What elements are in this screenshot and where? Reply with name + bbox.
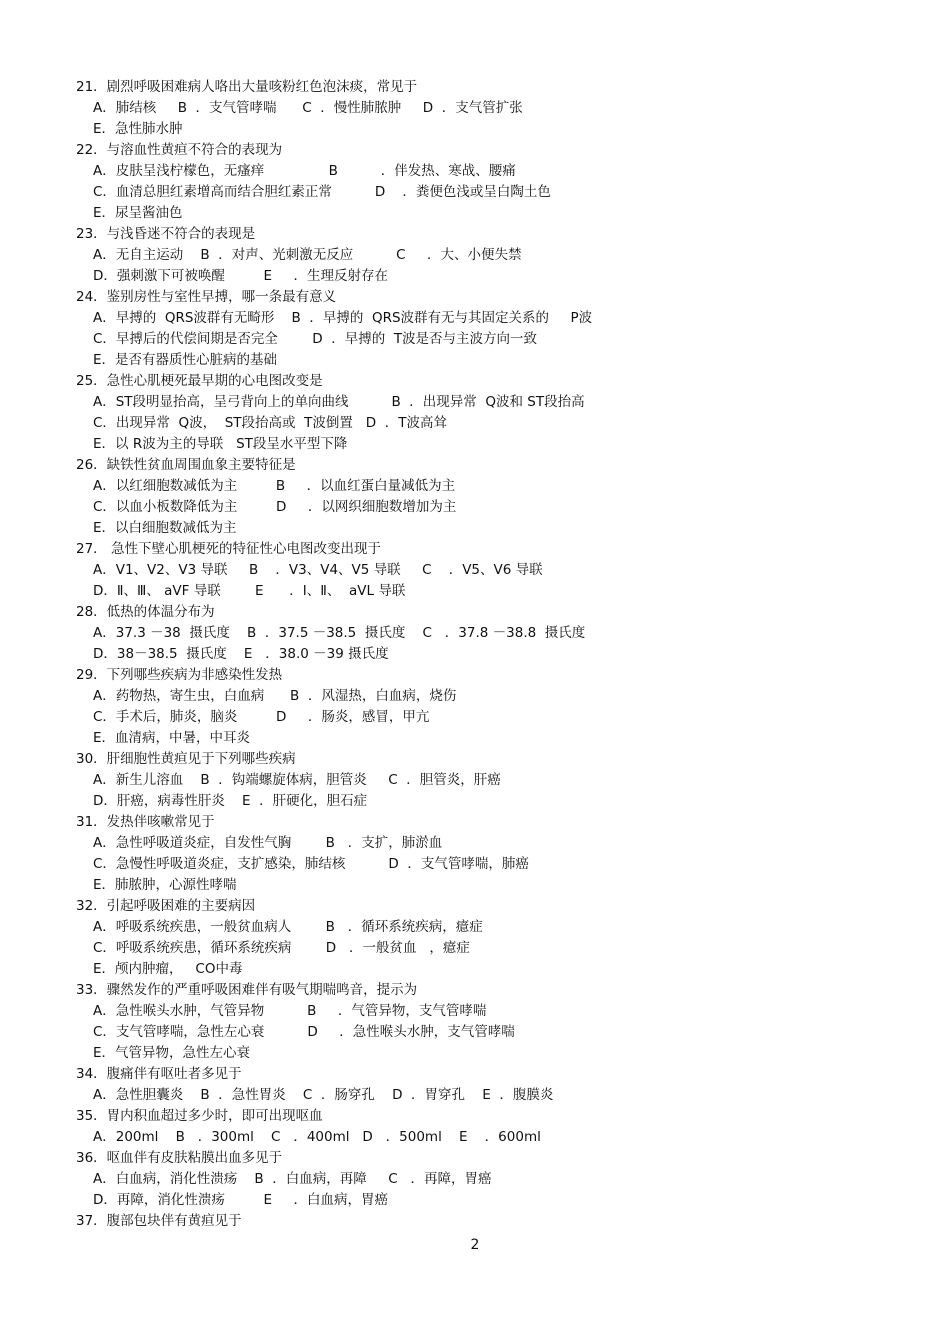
question-stem: 36．呕血伴有皮肤粘膜出血多见于 <box>76 1150 283 1166</box>
question-stem: 23．与浅昏迷不符合的表现是 <box>76 226 256 242</box>
answer-options: C．急慢性呼吸道炎症，支扩感染，肺结核 D ．支气管哮喘，肺癌 <box>93 856 529 872</box>
answer-options: A．新生儿溶血 B ．钩端螺旋体病，胆管炎 C ．胆管炎，肝癌 <box>93 772 501 788</box>
answer-options: D．肝癌，病毒性肝炎 E ．肝硬化，胆石症 <box>93 793 368 809</box>
question-stem: 35．胃内积血超过多少时，即可出现呕血 <box>76 1108 323 1124</box>
question-list <box>76 77 896 1232</box>
answer-options: A．急性胆囊炎 B ．急性胃炎 C ．肠穿孔 D ．胃穿孔 E ．腹膜炎 <box>93 1087 554 1103</box>
answer-options: C．出现异常 Q波， ST段抬高或 T波倒置 D ．T波高耸 <box>93 415 447 431</box>
answer-options: E．急性肺水肿 <box>93 121 183 137</box>
answer-options: A．呼吸系统疾患，一般贫血病人 B ．循环系统疾病，癔症 <box>93 919 483 935</box>
answer-options: A．皮肤呈浅柠檬色，无瘙痒 B ．伴发热、寒战、腰痛 <box>93 163 516 179</box>
answer-options: A．白血病，消化性溃疡 B ．白血病，再障 C ．再障，胃癌 <box>93 1171 492 1187</box>
answer-options: D．Ⅱ、Ⅲ、 aVF 导联 E ．Ⅰ、Ⅱ、 aVL 导联 <box>93 583 406 599</box>
answer-options: C．早搏后的代偿间期是否完全 D ．早搏的 T波是否与主波方向一致 <box>93 331 538 347</box>
question-stem: 22．与溶血性黄疸不符合的表现为 <box>76 142 283 158</box>
answer-options: E．肺脓肿，心源性哮喘 <box>93 877 237 893</box>
question-stem: 21．剧烈呼吸困难病人咯出大量咳粉红色泡沫痰，常见于 <box>76 79 418 95</box>
answer-options: D．38－38.5 摄氏度 E ．38.0 －39 摄氏度 <box>93 646 389 662</box>
question-stem: 34．腹痛伴有呕吐者多见于 <box>76 1066 242 1082</box>
answer-options: A．200ml B ．300ml C ．400ml D ．500ml E ．600ml <box>93 1129 541 1145</box>
answer-options: E．尿呈酱油色 <box>93 205 183 221</box>
answer-options: E．以白细胞数减低为主 <box>93 520 237 536</box>
answer-options: D．强刺激下可被唤醒 E ．生理反射存在 <box>93 268 389 284</box>
answer-options: E．血清病，中暑，中耳炎 <box>93 730 251 746</box>
answer-options: E．以 R波为主的导联 ST段呈水平型下降 <box>93 436 348 452</box>
page-number: 2 <box>470 1237 480 1253</box>
question-stem: 28．低热的体温分布为 <box>76 604 215 620</box>
answer-options: A．以红细胞数减低为主 B ．以血红蛋白量减低为主 <box>93 478 456 494</box>
answer-options: A．急性呼吸道炎症，自发性气胸 B ．支扩，肺淤血 <box>93 835 443 851</box>
answer-options: E．是否有器质性心脏病的基础 <box>93 352 278 368</box>
answer-options: C．血清总胆红素增高而结合胆红素正常 D ．粪便色浅或呈白陶土色 <box>93 184 551 200</box>
answer-options: D．再障，消化性溃疡 E ．白血病，胃癌 <box>93 1192 389 1208</box>
question-stem: 24．鉴别房性与室性早搏，哪一条最有意义 <box>76 289 337 305</box>
question-stem: 25．急性心肌梗死最早期的心电图改变是 <box>76 373 323 389</box>
question-stem: 29．下列哪些疾病为非感染性发热 <box>76 667 283 683</box>
answer-options: A．急性喉头水肿，气管异物 B ．气管异物，支气管哮喘 <box>93 1003 487 1019</box>
question-stem: 26．缺铁性贫血周围血象主要特征是 <box>76 457 296 473</box>
answer-options: A．药物热，寄生虫，白血病 B ．风湿热，白血病，烧伤 <box>93 688 457 704</box>
answer-options: A．V1、V2、V3 导联 B ．V3、V4、V5 导联 C ．V5、V6 导联 <box>93 562 543 578</box>
answer-options: C．支气管哮喘，急性左心衰 D ．急性喉头水肿，支气管哮喘 <box>93 1024 515 1040</box>
question-stem: 37．腹部包块伴有黄疸见于 <box>76 1213 242 1229</box>
answer-options: E．颅内肿瘤， CO中毒 <box>93 961 243 977</box>
answer-options: C．呼吸系统疾患，循环系统疾病 D ．一般贫血 ，癔症 <box>93 940 470 956</box>
question-stem: 30．肝细胞性黄疸见于下列哪些疾病 <box>76 751 296 767</box>
answer-options: C．以血小板数降低为主 D ．以网织细胞数增加为主 <box>93 499 457 515</box>
answer-options: C．手术后，肺炎，脑炎 D ．肠炎，感冒，甲亢 <box>93 709 430 725</box>
answer-options: A．无自主运动 B ．对声、光刺激无反应 C ．大、小便失禁 <box>93 247 522 263</box>
question-stem: 33．骤然发作的严重呼吸困难伴有吸气期喘鸣音，提示为 <box>76 982 418 998</box>
question-stem: 27． 急性下壁心肌梗死的特征性心电图改变出现于 <box>76 541 381 557</box>
answer-options: A．ST段明显抬高，呈弓背向上的单向曲线 B ．出现异常 Q波和 ST段抬高 <box>93 394 585 410</box>
answer-options: A．37.3 －38 摄氏度 B ．37.5 －38.5 摄氏度 C ．37.8 －38.8 摄氏度 <box>93 625 586 641</box>
question-stem: 31．发热伴咳嗽常见于 <box>76 814 215 830</box>
question-stem: 32．引起呼吸困难的主要病因 <box>76 898 256 914</box>
answer-options: A．早搏的 QRS波群有无畸形 B ．早搏的 QRS波群有无与其固定关系的 P波 <box>93 310 593 326</box>
answer-options: E．气管异物，急性左心衰 <box>93 1045 251 1061</box>
answer-options: A．肺结核 B ．支气管哮喘 C ．慢性肺脓肿 D ．支气管扩张 <box>93 100 523 116</box>
